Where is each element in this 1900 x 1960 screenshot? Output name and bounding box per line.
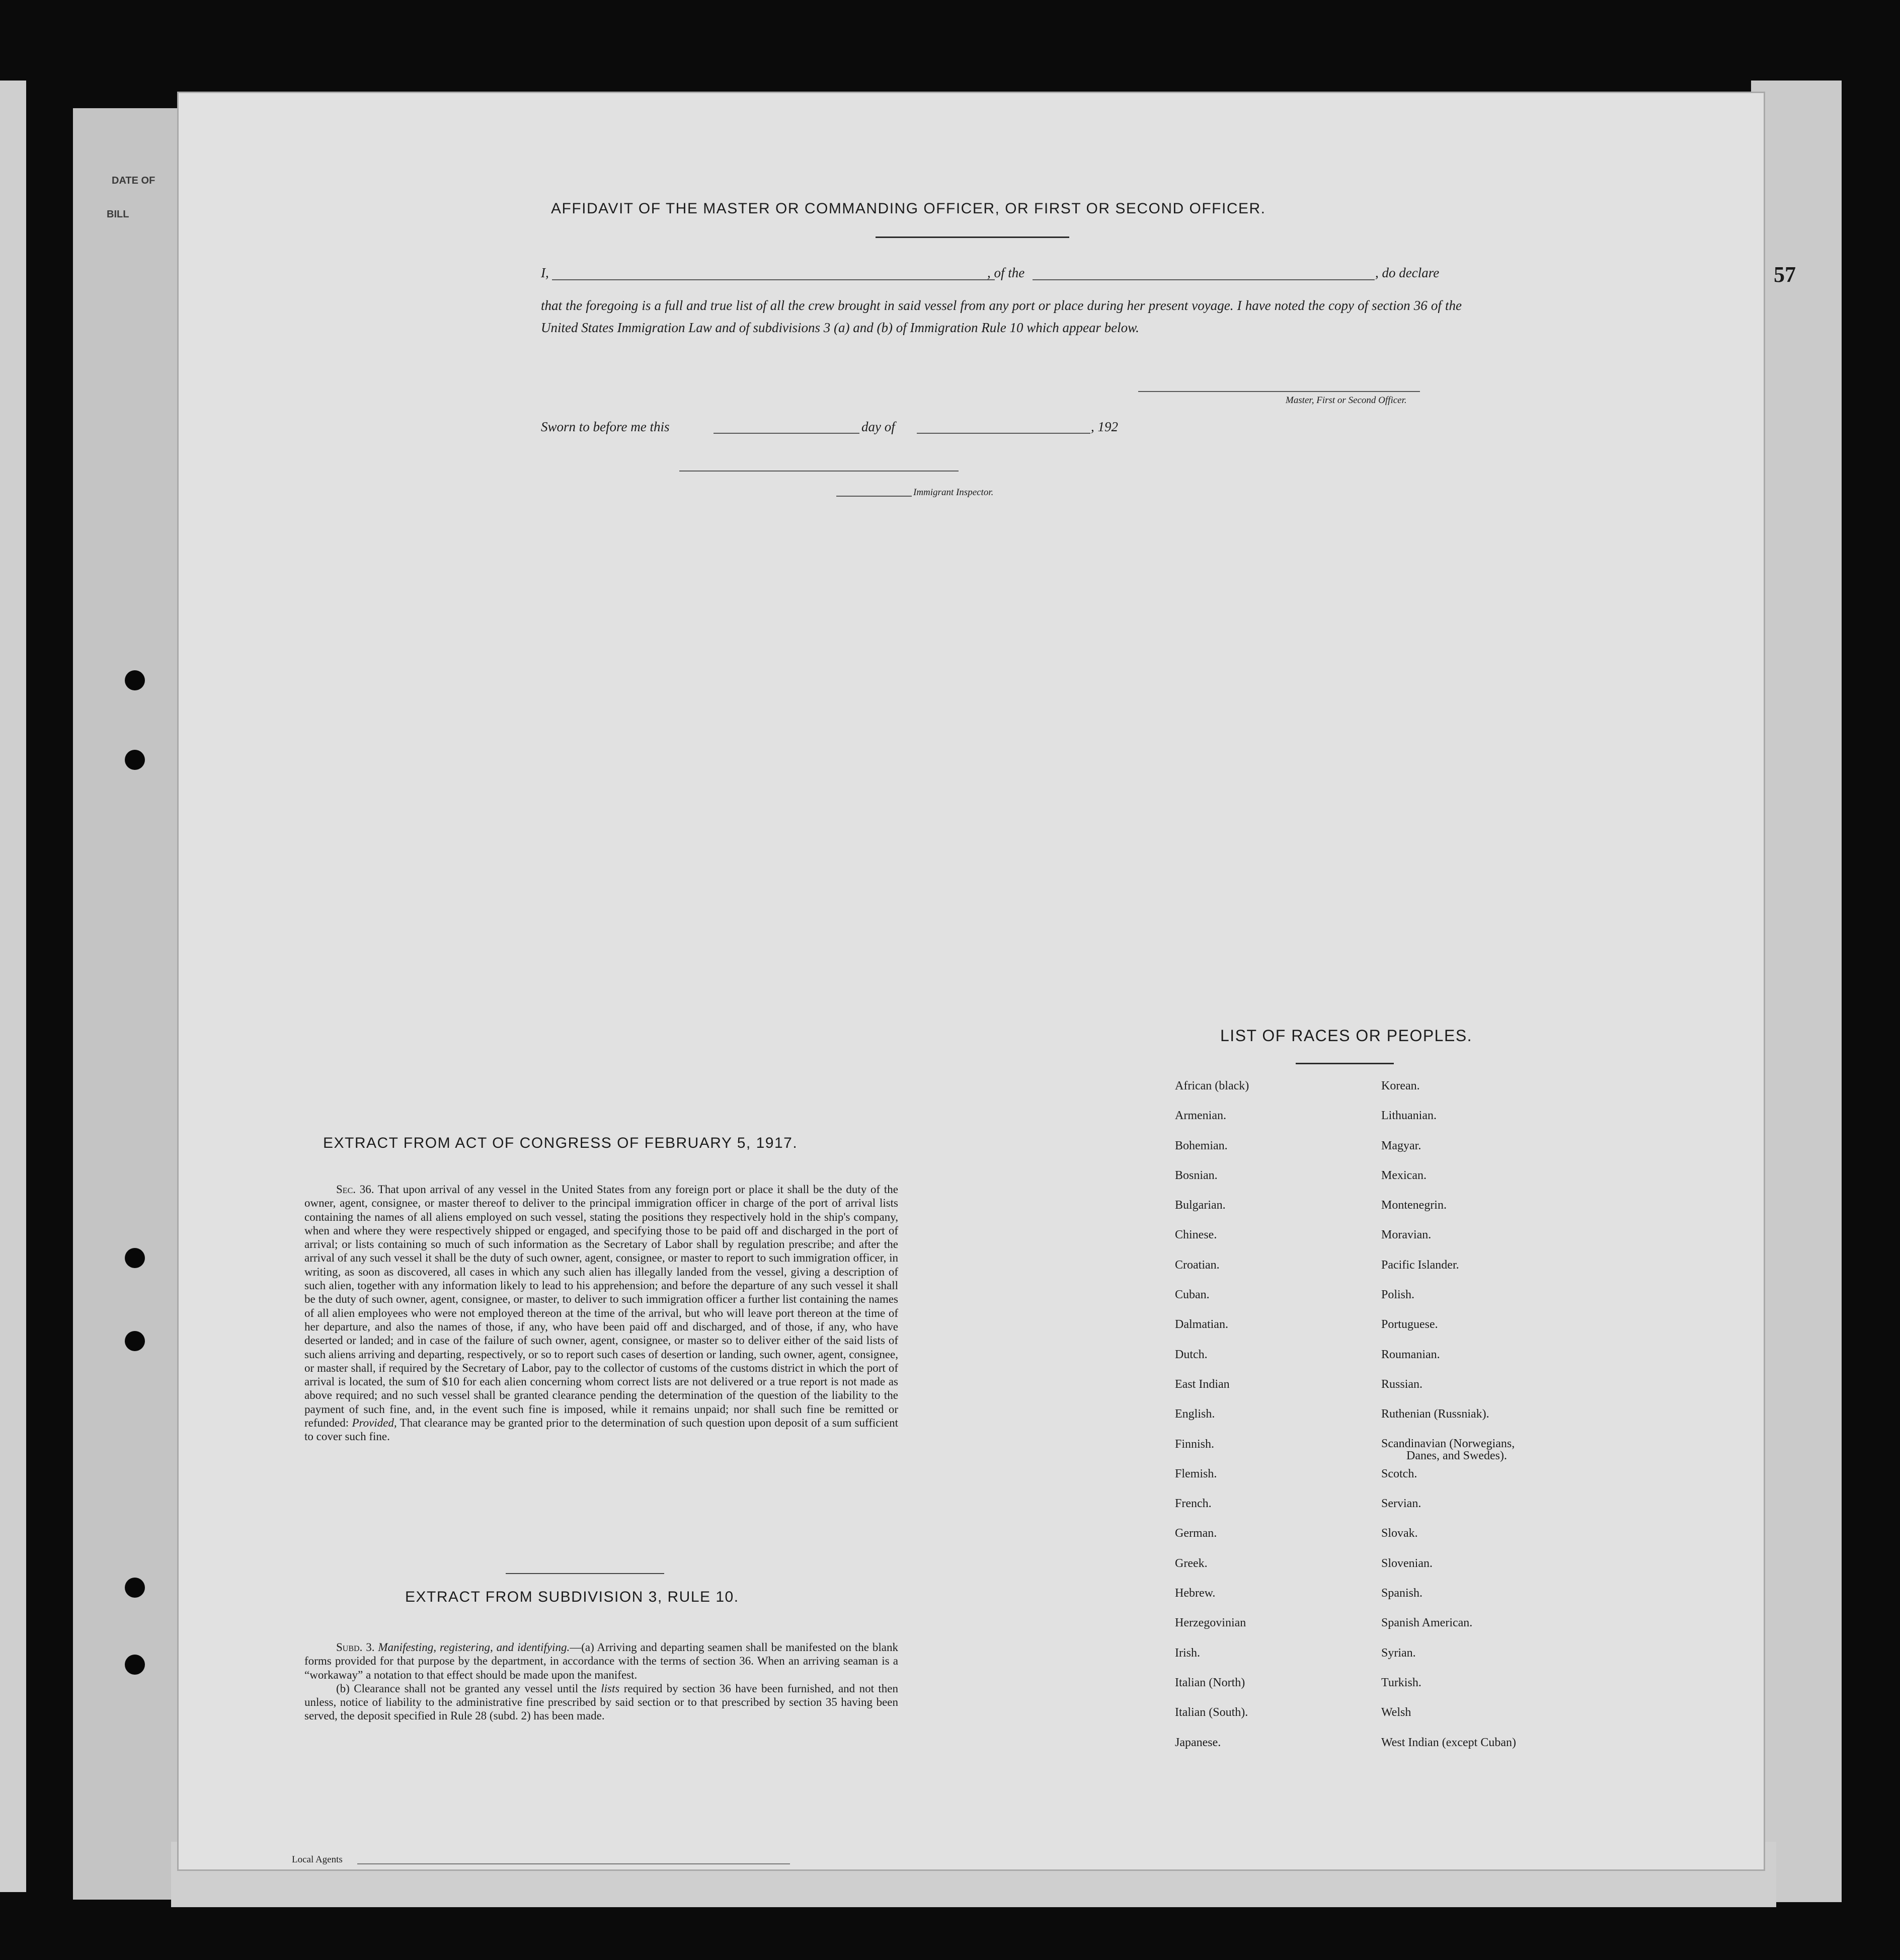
race-name: Magyar. [1381,1139,1421,1152]
section-36-end: That clearance may be granted prior to the determination of such question upon deposit of a sum sufficient to cover such fine. [304,1417,898,1443]
sworn-year: , 192 [1091,419,1118,434]
race-name: Russian. [1381,1377,1423,1391]
binder-hole [125,1578,145,1598]
race-name: West Indian (except Cuban) [1381,1736,1516,1749]
race-name: Armenian. [1175,1109,1226,1123]
race-name: Irish. [1175,1646,1200,1660]
underlying-sheet-right-strip [1751,81,1842,1902]
affidavit-title: AFFIDAVIT OF THE MASTER OR COMMANDING OFFICER, OR FIRST OR SECOND OFFICER. [551,200,1266,217]
race-name: Finnish. [1175,1437,1215,1451]
sworn-prefix: Sworn to before me this [541,419,670,434]
race-name-multiline [1381,1438,1598,1467]
affidavit-declare-label: , do declare [1375,265,1440,280]
race-name: Spanish American. [1381,1616,1473,1630]
race-name: Cuban. [1175,1288,1210,1302]
subdivision-b-text: (b) Clearance shall not be granted any vessel until the [336,1682,597,1695]
subdivision-label: Subd. 3. [336,1641,375,1654]
section-label: Sec. 36. [336,1183,374,1196]
race-name: Servian. [1381,1497,1421,1511]
inspector-label: Immigrant Inspector. [913,487,994,498]
race-name: Scotch. [1381,1467,1417,1480]
race-name: Croatian. [1175,1258,1220,1272]
race-name: Ruthenian (Russniak). [1381,1407,1489,1421]
race-row [1175,1139,1598,1169]
race-row [1175,1169,1598,1199]
race-row [1175,1079,1598,1109]
affidavit-i-label: I, [541,265,549,280]
extract-divider [506,1573,664,1574]
race-row [1175,1288,1598,1318]
race-row [1175,1378,1598,1407]
race-name: Montenegrin. [1381,1199,1447,1212]
race-row [1175,1676,1598,1706]
race-name: Pacific Islander. [1381,1258,1459,1272]
race-row [1175,1109,1598,1139]
race-name: Japanese. [1175,1736,1221,1749]
race-name: Hebrew. [1175,1587,1216,1600]
race-name: Polish. [1381,1288,1415,1302]
race-name: English. [1175,1407,1215,1421]
affidavit-body: that the foregoing is a full and true list of all the crew brought in said vessel from any port or place during her present voyage. I have noted the copy of section 36 of the United States Immigration Law and of subdivisions 3 (a) and (b) of Immigration Rule 10 which appear below. [541,298,1462,335]
race-name: East Indian [1175,1377,1230,1391]
officer-signature-label: Master, First or Second Officer. [1286,395,1407,406]
binder-hole [125,1655,145,1675]
provided-word: Provided, [352,1417,397,1430]
race-row [1175,1557,1598,1587]
race-name: Chinese. [1175,1228,1217,1242]
rule-10-text [304,1640,898,1723]
race-name: Dutch. [1175,1348,1208,1361]
extract-rule-title: EXTRACT FROM SUBDIVISION 3, RULE 10. [405,1589,739,1605]
inspector-signature-line [679,471,959,472]
race-name: French. [1175,1497,1212,1511]
race-name: African (black) [1175,1079,1249,1092]
race-row [1175,1199,1598,1228]
race-name: Syrian. [1381,1646,1416,1660]
section-36-text [304,1183,898,1444]
races-title-rule [1296,1063,1394,1064]
sworn-day-of: day of [861,419,895,434]
race-row [1175,1467,1598,1497]
section-36-body: That upon arrival of any vessel in the United States from any foreign port or place it shall be the duty of the owner, agent, consignee, or master thereof to deliver to the principal immigration officer in charge of the port of arrival lists containing the names of all aliens employed on such vessel, stating the positions they respectively hold in the ship's company, when and where they were respectively shipped or engaged, and specifying those to be paid off and discharged in the port of arrival; or lists containing so much of such information as the Secretary of Labor shall by regulation prescribe; and after the arrival of any such vessel it shall be the duty of such owner, agent, consignee, or master to report to such immigration officer, in writing, as soon as discovered, all cases in which any such alien has illegally landed from the vessel, giving a description of such alien, together with any information likely to lead to his apprehension; and before the departure of any such vessel it shall be the duty of such owner, agent, consignee, or master, to deliver to such immigration officer a further list containing the names of all alien employees who were not employed thereon at the time of the arrival, but who will leave port thereon at the time of her departure, and also the names of those, if any, who have been paid off and discharged, and of those, if any, who have deserted or landed; and in case of the failure of such owner, agent, consignee, or master so to deliver either of the said lists of such aliens arriving and departing, respectively, or so to report such cases of desertion or landing, such owner, agent, consignee, or master shall, if required by the Secretary of Labor, pay to the collector of customs of the customs district in which the port of arrival is located, the sum of $10 for each alien concerning whom correct lists are not delivered or a true report is not made as above required; and no such vessel shall be granted clearance pending the determination of the question of the liability to the payment of such fine, and, in the event such fine is imposed, while it remains unpaid; nor shall such fine be remitted or refunded: [304,1183,898,1430]
race-name: Roumanian. [1381,1348,1440,1361]
race-row [1175,1497,1598,1527]
race-name: Bohemian. [1175,1139,1228,1152]
adjacent-page-edge [0,81,26,1892]
race-name: Slovak. [1381,1527,1418,1540]
race-name: Italian (South). [1175,1706,1248,1719]
officer-signature-line [1138,391,1420,392]
race-row [1175,1527,1598,1556]
race-name: German. [1175,1527,1217,1540]
race-name: Bulgarian. [1175,1199,1226,1212]
subdivision-b-text-end: required by section 36 have been furnished, and not then unless, notice of liability to the administrative fine prescribed by said section or to that prescribed by section 35 having been served, the deposit specified in Rule 28 (subd. 2) has been made. [304,1682,898,1722]
race-row [1175,1616,1598,1646]
race-name: Turkish. [1381,1676,1421,1689]
race-name: Portuguese. [1381,1318,1438,1331]
extract-act-title: EXTRACT FROM ACT OF CONGRESS OF FEBRUARY 5, 1917. [323,1135,798,1151]
race-name: Bosnian. [1175,1168,1218,1182]
race-row [1175,1228,1598,1258]
race-name: Herzegovinian [1175,1616,1246,1630]
race-name: Lithuanian. [1381,1109,1437,1123]
lists-word: lists [601,1682,620,1695]
under-sheet-fragment-bill: BILL [107,209,129,220]
subdivision-a-text: —(a) Arriving and departing seamen shall be manifested on the blank forms provided for that purpose by the department, in accordance with the terms of section 36. When an arriving seaman is a “workaway” a notation to that effect should be made upon the manifest. [304,1641,899,1681]
race-row [1175,1647,1598,1676]
race-row [1175,1318,1598,1348]
race-name: Flemish. [1175,1467,1217,1480]
local-agents-label: Local Agents [292,1854,343,1865]
vessel-blank [1033,279,1375,280]
race-row [1175,1736,1598,1766]
inspector-short-line [836,496,912,497]
races-title: LIST OF RACES OR PEOPLES. [1220,1027,1473,1045]
binder-hole [125,1331,145,1351]
local-agents-line [357,1863,790,1864]
name-blank [552,279,995,280]
races-list [1175,1079,1598,1766]
race-name: Moravian. [1381,1228,1432,1242]
race-name: Welsh [1381,1706,1411,1719]
subdivision-heading: Manifesting, registering, and identifying. [378,1641,570,1654]
race-name: Scandinavian (Norwegians, [1381,1437,1515,1450]
race-row [1175,1407,1598,1437]
race-name: Slovenian. [1381,1556,1433,1570]
binder-hole [125,750,145,770]
underlying-sheet-left-strip [73,108,184,1900]
race-name: Spanish. [1381,1587,1423,1600]
race-row [1175,1587,1598,1616]
race-name: Korean. [1381,1079,1420,1092]
sworn-month-blank [917,433,1090,434]
sworn-day-blank [714,433,859,434]
race-name: Mexican. [1381,1168,1427,1182]
binder-hole [125,1248,145,1268]
race-name: Dalmatian. [1175,1318,1228,1331]
race-row [1175,1438,1598,1467]
race-row [1175,1706,1598,1736]
binder-hole [125,670,145,690]
race-name: Italian (North) [1175,1676,1245,1689]
page-number: 57 [1774,262,1796,287]
affidavit-of-the-label: , of the [987,265,1025,280]
race-name-continuation: Danes, and Swedes). [1406,1449,1507,1462]
under-sheet-fragment-date-of: DATE OF [112,175,155,186]
race-name: Greek. [1175,1556,1208,1570]
race-row [1175,1259,1598,1288]
title-rule [876,237,1069,238]
race-row [1175,1348,1598,1378]
